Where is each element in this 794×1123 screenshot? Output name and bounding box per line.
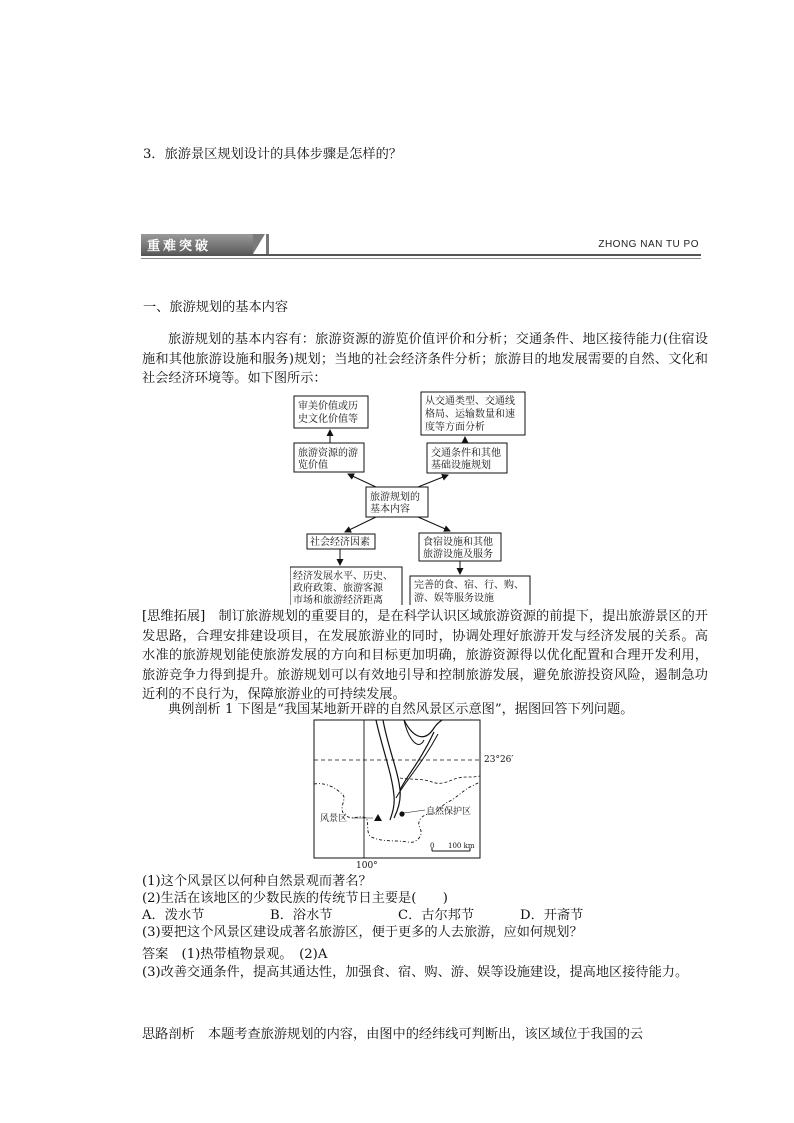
- diagram-service-facilities: 完善的食、宿、行、购、 游、娱等服务设施: [414, 580, 524, 604]
- diagram-accommodation: 食宿设施和其他 旅游设施及服务: [423, 537, 493, 560]
- banner-tab: [141, 234, 253, 254]
- options-row: [142, 907, 708, 924]
- scenic-label: 风景区: [320, 814, 348, 824]
- reserve-marker: [399, 811, 404, 816]
- option-c: C．古尔邦节: [398, 908, 475, 923]
- diagram-transport-analysis: 从交通类型、交通线 格局、运输数量和速 度等方面分析: [425, 396, 515, 433]
- diagram-economic-level: 经济发展水平、历史、 政府政策、旅游客源 市场和旅游经济距离: [293, 571, 393, 605]
- banner-label: 重难突破: [147, 239, 212, 254]
- scenic-area-map: [312, 718, 522, 868]
- diagram-social-economic: 社会经济因素: [310, 537, 370, 548]
- planning-content-diagram: [290, 390, 540, 605]
- scale-end: 100 km: [448, 842, 475, 850]
- question-list: [142, 873, 708, 941]
- option-d: D．开斋节: [520, 908, 584, 923]
- longitude-label: 100°: [356, 861, 378, 868]
- question-1: (1)这个风景区以何种自然景观而著名？: [142, 874, 372, 889]
- section-heading: 一、旅游规划的基本内容: [143, 300, 289, 315]
- diagram-tour-value: 旅游资源的游 览价值: [298, 448, 358, 471]
- answer-line-2: (3)改善交通条件，提高其通达性，加强食、宿、购、游、娱等设施建设，提高地区接待能力。: [142, 964, 689, 980]
- analysis-text: 思路剖析 本题考查旅游规划的内容，由图中的经纬线可判断出，该区域位于我国的云: [142, 1027, 644, 1042]
- latitude-label: 23°26′: [484, 755, 514, 765]
- diagram-center: 旅游规划的 基本内容: [370, 492, 420, 515]
- question-2: (2)生活在该地区的少数民族的传统节日主要是( ): [142, 891, 448, 906]
- diagram-aesthetic-value: 审美价值或历 史文化价值等: [298, 401, 358, 425]
- option-b: B．浴水节: [270, 908, 333, 923]
- answer-block: [142, 946, 708, 981]
- question-3-plan: (3)要把这个风景区建设成著名旅游区，便于更多的人去旅游，应如何规划？: [142, 925, 583, 940]
- example-intro: 典例剖析 1 下图是“我国某地新开辟的自然风景区示意图”，据图回答下列问题。: [168, 702, 634, 717]
- scale-zero: 0: [430, 842, 435, 850]
- banner-rule: [141, 254, 701, 256]
- thinking-extension-paragraph: [思维拓展] 制订旅游规划的重要目的，是在科学认识区域旅游资源的前提下，提出旅游景区的开发思路，合理安排建设项目，在发展旅游业的同时，协调处理好旅游开发与经济发展的关系。高水准的旅游规划能使旅游发展的方向和目标更加明确，旅游资源得以优化配置和合理开发利用，旅游竞争力得到提升。旅游规划可以有效地引导和控制旅游发展，避免旅游投资风险，遏制急功近利的不良行为，保障旅游业的可持续发展。: [142, 609, 708, 702]
- diagram-infrastructure: 交通条件和其他 基础设施规划: [431, 448, 501, 471]
- option-a: A．泼水节: [142, 908, 205, 923]
- paragraph-basic-content: 旅游规划的基本内容有：旅游资源的游览价值评价和分析；交通条件、地区接待能力(住宿设施和其他旅游设施和服务)规划；当地的社会经济条件分析；旅游目的地发展需要的自然、文化和社会经济环境等。如下图所示：: [142, 332, 708, 386]
- question-3: 3．旅游景区规划设计的具体步骤是怎样的？: [143, 147, 402, 162]
- reserve-label: 自然保护区: [426, 807, 472, 817]
- section-banner: [141, 234, 701, 260]
- banner-pinyin: ZHONG NAN TU PO: [598, 239, 699, 250]
- answer-line-1: 答案 (1)热带植物景观。 (2)A: [142, 947, 328, 962]
